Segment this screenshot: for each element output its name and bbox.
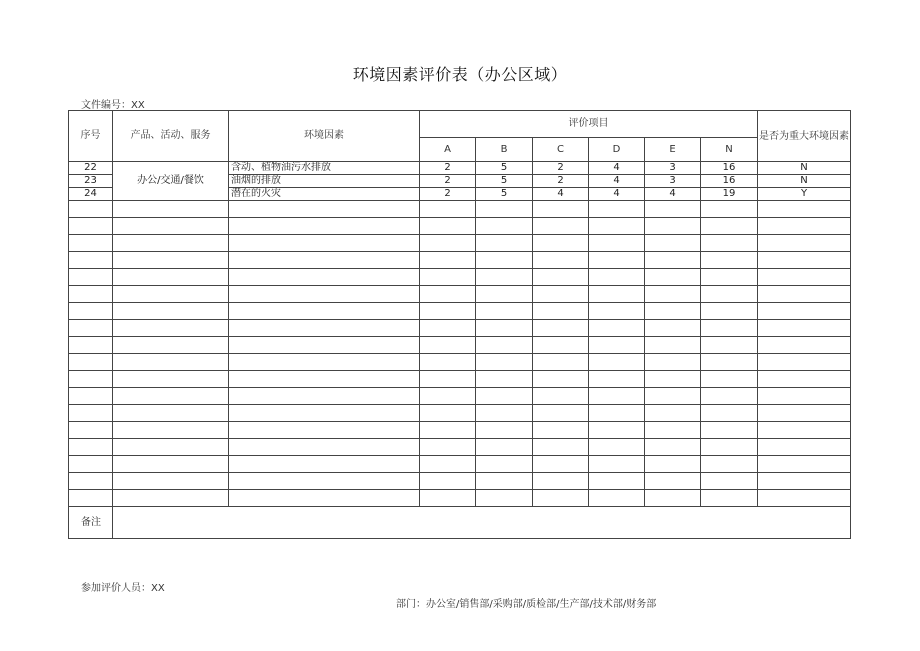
empty-cell[interactable] [476, 422, 533, 439]
empty-cell[interactable] [645, 286, 701, 303]
empty-table-row [69, 456, 851, 473]
empty-cell[interactable] [589, 439, 645, 456]
empty-cell[interactable] [758, 439, 851, 456]
empty-cell[interactable] [113, 456, 229, 473]
empty-cell[interactable] [420, 303, 476, 320]
empty-cell[interactable] [113, 269, 229, 286]
empty-cell[interactable] [645, 456, 701, 473]
row-score-b: 5 [476, 175, 533, 188]
header-col-b: B [476, 138, 533, 162]
empty-cell[interactable] [113, 490, 229, 507]
empty-cell[interactable] [758, 354, 851, 371]
row-score-n: 19 [701, 188, 758, 201]
empty-table-row [69, 235, 851, 252]
empty-table-row [69, 252, 851, 269]
empty-cell[interactable] [113, 371, 229, 388]
empty-cell[interactable] [229, 269, 420, 286]
row-score-e: 3 [645, 162, 701, 175]
empty-cell[interactable] [589, 201, 645, 218]
empty-cell[interactable] [420, 388, 476, 405]
empty-cell[interactable] [420, 320, 476, 337]
header-col-e: E [645, 138, 701, 162]
empty-cell[interactable] [645, 439, 701, 456]
empty-cell[interactable] [758, 252, 851, 269]
empty-cell[interactable] [645, 252, 701, 269]
row-significant: N [758, 162, 851, 175]
empty-cell[interactable] [69, 201, 113, 218]
row-score-d: 4 [589, 188, 645, 201]
empty-cell[interactable] [113, 405, 229, 422]
empty-cell[interactable] [589, 388, 645, 405]
empty-cell[interactable] [69, 388, 113, 405]
empty-cell[interactable] [701, 218, 758, 235]
header-col-a: A [420, 138, 476, 162]
empty-cell[interactable] [476, 269, 533, 286]
row-score-a: 2 [420, 175, 476, 188]
empty-cell[interactable] [589, 473, 645, 490]
empty-cell[interactable] [701, 422, 758, 439]
empty-cell[interactable] [420, 405, 476, 422]
empty-cell[interactable] [533, 218, 589, 235]
empty-cell[interactable] [533, 303, 589, 320]
empty-cell[interactable] [589, 354, 645, 371]
document-number: 文件编号：XX [81, 100, 145, 111]
empty-table-row [69, 320, 851, 337]
empty-cell[interactable] [701, 456, 758, 473]
empty-cell[interactable] [701, 490, 758, 507]
empty-cell[interactable] [229, 439, 420, 456]
empty-cell[interactable] [113, 354, 229, 371]
row-factor: 油烟的排放 [229, 175, 420, 188]
row-score-c: 2 [533, 162, 589, 175]
row-seq: 23 [69, 175, 113, 188]
empty-cell[interactable] [476, 235, 533, 252]
empty-cell[interactable] [476, 473, 533, 490]
empty-cell[interactable] [533, 456, 589, 473]
empty-cell[interactable] [476, 252, 533, 269]
empty-cell[interactable] [229, 320, 420, 337]
page-title: 环境因素评价表（办公区域） [352, 65, 568, 84]
empty-cell[interactable] [113, 320, 229, 337]
header-col-d: D [589, 138, 645, 162]
empty-table-row [69, 371, 851, 388]
header-eval-items: 评价项目 [420, 111, 758, 138]
empty-cell[interactable] [758, 490, 851, 507]
empty-cell[interactable] [420, 371, 476, 388]
empty-cell[interactable] [113, 235, 229, 252]
empty-cell[interactable] [420, 337, 476, 354]
empty-cell[interactable] [645, 235, 701, 252]
empty-cell[interactable] [69, 269, 113, 286]
row-factor: 潜在的火灾 [229, 188, 420, 201]
empty-cell[interactable] [645, 320, 701, 337]
empty-cell[interactable] [420, 235, 476, 252]
row-significant: N [758, 175, 851, 188]
empty-cell[interactable] [758, 269, 851, 286]
empty-cell[interactable] [69, 473, 113, 490]
empty-cell[interactable] [229, 473, 420, 490]
empty-cell[interactable] [69, 252, 113, 269]
empty-cell[interactable] [645, 218, 701, 235]
empty-cell[interactable] [229, 371, 420, 388]
empty-cell[interactable] [476, 354, 533, 371]
remark-label: 备注 [69, 507, 113, 539]
empty-cell[interactable] [69, 405, 113, 422]
empty-cell[interactable] [533, 422, 589, 439]
empty-cell[interactable] [69, 286, 113, 303]
empty-cell[interactable] [533, 439, 589, 456]
empty-cell[interactable] [420, 286, 476, 303]
empty-cell[interactable] [113, 218, 229, 235]
empty-cell[interactable] [589, 320, 645, 337]
header-product: 产品、活动、服务 [113, 111, 229, 162]
row-score-n: 16 [701, 175, 758, 188]
empty-table-row [69, 218, 851, 235]
empty-cell[interactable] [533, 354, 589, 371]
empty-cell[interactable] [758, 422, 851, 439]
empty-cell[interactable] [589, 490, 645, 507]
empty-cell[interactable] [113, 286, 229, 303]
empty-cell[interactable] [701, 473, 758, 490]
empty-cell[interactable] [476, 218, 533, 235]
empty-table-row [69, 286, 851, 303]
empty-cell[interactable] [701, 337, 758, 354]
empty-cell[interactable] [420, 473, 476, 490]
empty-cell[interactable] [758, 456, 851, 473]
empty-cell[interactable] [420, 422, 476, 439]
empty-cell[interactable] [476, 201, 533, 218]
row-score-c: 4 [533, 188, 589, 201]
empty-cell[interactable] [589, 422, 645, 439]
empty-cell[interactable] [533, 235, 589, 252]
row-score-b: 5 [476, 162, 533, 175]
empty-cell[interactable] [533, 490, 589, 507]
empty-cell[interactable] [645, 405, 701, 422]
empty-cell[interactable] [645, 490, 701, 507]
empty-cell[interactable] [758, 473, 851, 490]
empty-cell[interactable] [420, 490, 476, 507]
empty-cell[interactable] [533, 252, 589, 269]
empty-cell[interactable] [533, 269, 589, 286]
empty-cell[interactable] [533, 405, 589, 422]
empty-cell[interactable] [113, 252, 229, 269]
empty-cell[interactable] [476, 439, 533, 456]
empty-table-row [69, 422, 851, 439]
empty-cell[interactable] [69, 320, 113, 337]
empty-cell[interactable] [589, 252, 645, 269]
empty-cell[interactable] [69, 490, 113, 507]
row-score-e: 4 [645, 188, 701, 201]
empty-cell[interactable] [229, 490, 420, 507]
empty-cell[interactable] [701, 269, 758, 286]
empty-cell[interactable] [589, 405, 645, 422]
participants: 参加评价人员：XX [81, 583, 165, 594]
empty-cell[interactable] [69, 303, 113, 320]
group-label: 办公/交通/餐饮 [113, 162, 229, 201]
empty-cell[interactable] [645, 303, 701, 320]
empty-table-row [69, 405, 851, 422]
empty-cell[interactable] [533, 388, 589, 405]
empty-table-row [69, 354, 851, 371]
empty-cell[interactable] [476, 320, 533, 337]
empty-cell[interactable] [113, 422, 229, 439]
empty-cell[interactable] [701, 354, 758, 371]
empty-cell[interactable] [589, 269, 645, 286]
empty-cell[interactable] [229, 354, 420, 371]
empty-cell[interactable] [113, 388, 229, 405]
empty-cell[interactable] [420, 201, 476, 218]
empty-rows [69, 201, 851, 507]
empty-cell[interactable] [229, 218, 420, 235]
remark-field[interactable] [113, 507, 851, 539]
row-factor: 含动、植物油污水排放 [229, 162, 420, 175]
empty-cell[interactable] [758, 303, 851, 320]
empty-cell[interactable] [476, 456, 533, 473]
empty-cell[interactable] [69, 439, 113, 456]
empty-cell[interactable] [420, 439, 476, 456]
empty-cell[interactable] [69, 456, 113, 473]
empty-table-row [69, 303, 851, 320]
empty-cell[interactable] [229, 456, 420, 473]
empty-cell[interactable] [758, 405, 851, 422]
empty-cell[interactable] [758, 201, 851, 218]
empty-cell[interactable] [758, 371, 851, 388]
empty-cell[interactable] [589, 218, 645, 235]
row-score-a: 2 [420, 162, 476, 175]
empty-cell[interactable] [420, 252, 476, 269]
empty-cell[interactable] [589, 456, 645, 473]
row-significant: Y [758, 188, 851, 201]
empty-cell[interactable] [533, 286, 589, 303]
empty-cell[interactable] [69, 354, 113, 371]
empty-cell[interactable] [758, 235, 851, 252]
header-factor: 环境因素 [229, 111, 420, 162]
empty-cell[interactable] [229, 337, 420, 354]
empty-cell[interactable] [113, 337, 229, 354]
empty-cell[interactable] [701, 286, 758, 303]
header-significant: 是否为重大环境因素 [758, 111, 851, 162]
row-score-a: 2 [420, 188, 476, 201]
empty-cell[interactable] [589, 371, 645, 388]
empty-cell[interactable] [645, 473, 701, 490]
remark-row [69, 507, 851, 539]
empty-cell[interactable] [476, 337, 533, 354]
row-seq: 22 [69, 162, 113, 175]
empty-table-row [69, 337, 851, 354]
empty-cell[interactable] [533, 201, 589, 218]
empty-table-row [69, 490, 851, 507]
empty-cell[interactable] [229, 235, 420, 252]
header-col-c: C [533, 138, 589, 162]
row-score-b: 5 [476, 188, 533, 201]
empty-cell[interactable] [758, 218, 851, 235]
empty-cell[interactable] [420, 456, 476, 473]
row-score-d: 4 [589, 162, 645, 175]
empty-cell[interactable] [69, 235, 113, 252]
empty-cell[interactable] [476, 371, 533, 388]
header-seq: 序号 [69, 111, 113, 162]
empty-cell[interactable] [589, 303, 645, 320]
empty-cell[interactable] [645, 201, 701, 218]
empty-cell[interactable] [645, 354, 701, 371]
empty-cell[interactable] [476, 490, 533, 507]
empty-cell[interactable] [645, 422, 701, 439]
row-score-e: 3 [645, 175, 701, 188]
empty-cell[interactable] [476, 303, 533, 320]
row-score-c: 2 [533, 175, 589, 188]
empty-cell[interactable] [476, 286, 533, 303]
empty-cell[interactable] [229, 201, 420, 218]
empty-cell[interactable] [758, 337, 851, 354]
empty-cell[interactable] [701, 303, 758, 320]
empty-cell[interactable] [701, 320, 758, 337]
empty-cell[interactable] [645, 337, 701, 354]
empty-cell[interactable] [69, 422, 113, 439]
empty-cell[interactable] [533, 337, 589, 354]
empty-cell[interactable] [645, 371, 701, 388]
empty-cell[interactable] [420, 218, 476, 235]
header-col-n: N [701, 138, 758, 162]
empty-cell[interactable] [476, 405, 533, 422]
table-row [69, 162, 851, 175]
empty-cell[interactable] [758, 388, 851, 405]
empty-cell[interactable] [229, 422, 420, 439]
empty-cell[interactable] [645, 388, 701, 405]
empty-cell[interactable] [533, 473, 589, 490]
empty-cell[interactable] [701, 439, 758, 456]
empty-cell[interactable] [229, 286, 420, 303]
empty-cell[interactable] [229, 303, 420, 320]
empty-cell[interactable] [701, 371, 758, 388]
empty-table-row [69, 473, 851, 490]
evaluation-table [68, 110, 851, 539]
empty-cell[interactable] [69, 218, 113, 235]
empty-cell[interactable] [701, 201, 758, 218]
empty-cell[interactable] [645, 269, 701, 286]
empty-cell[interactable] [701, 252, 758, 269]
empty-cell[interactable] [533, 371, 589, 388]
empty-table-row [69, 388, 851, 405]
empty-table-row [69, 269, 851, 286]
empty-cell[interactable] [420, 269, 476, 286]
empty-cell[interactable] [758, 320, 851, 337]
empty-cell[interactable] [113, 201, 229, 218]
empty-cell[interactable] [533, 320, 589, 337]
empty-cell[interactable] [758, 286, 851, 303]
empty-cell[interactable] [420, 354, 476, 371]
empty-cell[interactable] [701, 405, 758, 422]
empty-cell[interactable] [113, 439, 229, 456]
empty-cell[interactable] [589, 235, 645, 252]
row-score-n: 16 [701, 162, 758, 175]
empty-cell[interactable] [229, 388, 420, 405]
row-seq: 24 [69, 188, 113, 201]
empty-cell[interactable] [69, 337, 113, 354]
empty-cell[interactable] [476, 388, 533, 405]
empty-table-row [69, 439, 851, 456]
empty-cell[interactable] [113, 303, 229, 320]
empty-cell[interactable] [589, 286, 645, 303]
empty-cell[interactable] [69, 371, 113, 388]
empty-cell[interactable] [701, 235, 758, 252]
row-score-d: 4 [589, 175, 645, 188]
empty-cell[interactable] [229, 405, 420, 422]
departments: 部门：办公室/销售部/采购部/质检部/生产部/技术部/财务部 [396, 599, 657, 610]
empty-cell[interactable] [113, 473, 229, 490]
empty-table-row [69, 201, 851, 218]
empty-cell[interactable] [229, 252, 420, 269]
empty-cell[interactable] [701, 388, 758, 405]
empty-cell[interactable] [589, 337, 645, 354]
